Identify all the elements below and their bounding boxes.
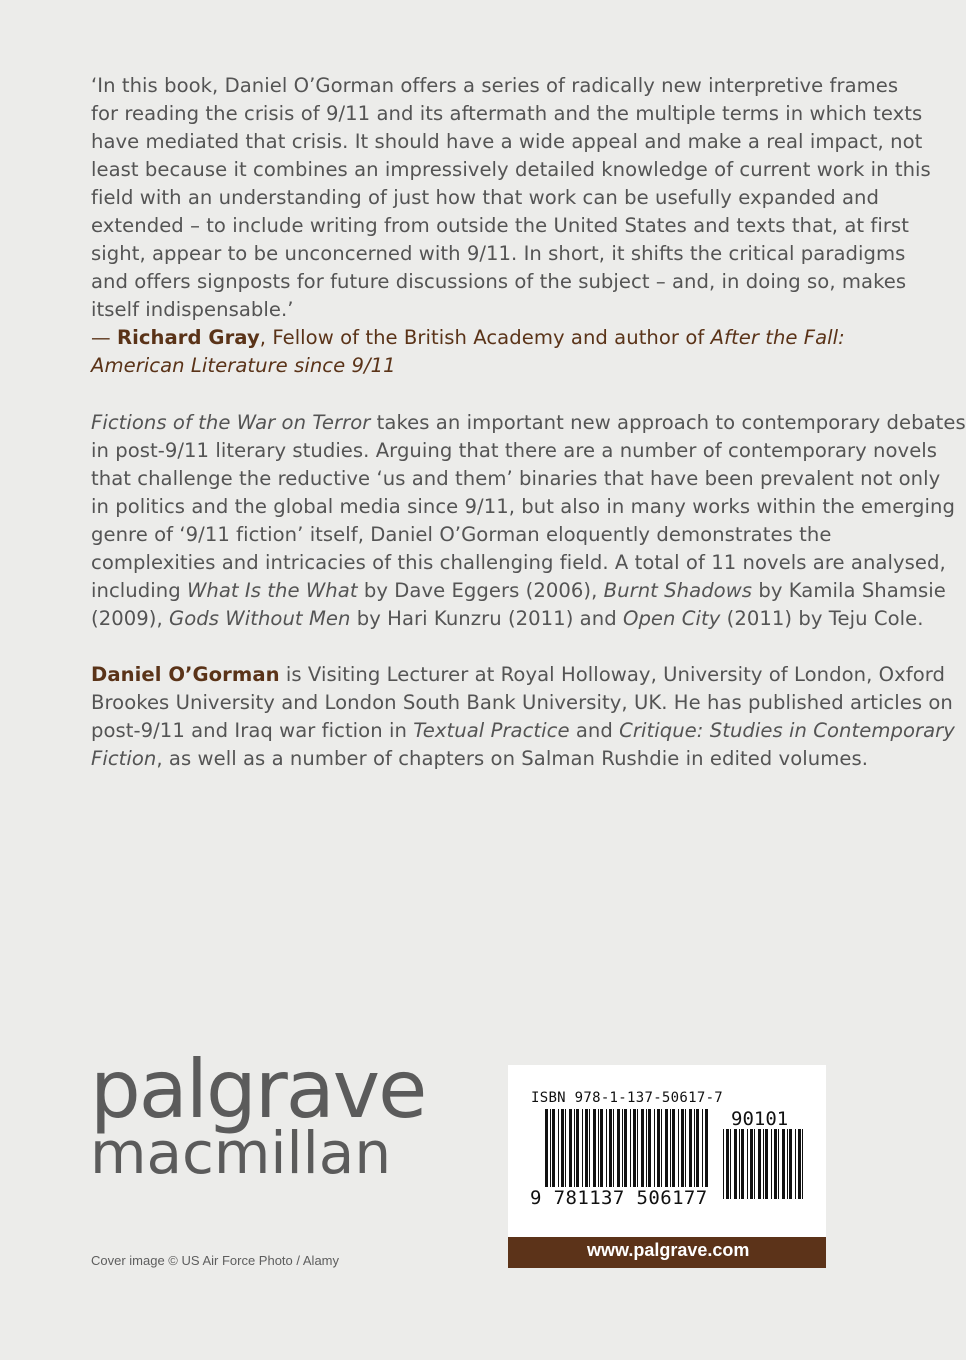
synopsis-line: [91, 577, 946, 605]
synopsis-line: [91, 605, 924, 633]
quote-attribution: [91, 324, 851, 352]
barcode-digits: 9 781137 506177: [530, 1187, 708, 1209]
bio-line: Brookes University and London South Bank University, UK. He has published articles on: [91, 691, 953, 714]
cover-image-credit: Cover image © US Air Force Photo / Alamy: [91, 1253, 340, 1268]
bio-text: is Visiting Lecturer at Royal Holloway, University of London, Oxford: [279, 663, 946, 686]
synopsis-text: by Hari Kunzru (2011) and: [350, 607, 623, 630]
novel-title: Open City: [622, 607, 721, 630]
quote-line: field with an understanding of just how that work can be usefully expanded and: [91, 186, 879, 209]
synopsis-text: by Dave Eggers (2006),: [357, 579, 604, 602]
synopsis-text: including: [91, 579, 187, 602]
quote-line: ‘In this book, Daniel O’Gorman offers a series of radically new interpretive frames: [91, 74, 899, 97]
bio-text: and: [569, 719, 620, 742]
synopsis-line: that challenge the reductive ‘us and them’ binaries that have been prevalent not only: [91, 467, 941, 490]
synopsis-line: genre of ‘9/11 fiction’ itself, Daniel O’Gorman eloquently demonstrates the: [91, 523, 832, 546]
publisher-logo-macmillan: macmillan: [90, 1119, 392, 1187]
synopsis-text: takes an important new approach to contemporary debates: [370, 411, 966, 434]
quote-line: least because it combines an impressively detailed knowledge of current work in this: [91, 158, 931, 181]
attribution-book-title: After the Fall:: [710, 326, 845, 349]
attribution-book-subtitle: American Literature since 9/11: [91, 354, 396, 377]
isbn-label: ISBN 978-1-137-50617-7: [531, 1090, 724, 1106]
journal-title: Textual Practice: [413, 719, 570, 742]
journal-title: Critique: Studies in Contemporary: [619, 719, 955, 742]
quote-line: and offers signposts for future discussions of the subject – and, in doing so, makes: [91, 270, 907, 293]
publisher-url-bar: [508, 1237, 826, 1268]
price-code: 90101: [731, 1108, 789, 1130]
book-synopsis: [91, 409, 966, 633]
synopsis-text: (2009),: [91, 607, 170, 630]
bio-text: post-9/11 and Iraq war fiction in: [91, 719, 414, 742]
bio-line: [91, 661, 946, 689]
bio-line: [91, 745, 868, 773]
attribution-dash: —: [91, 326, 117, 349]
quote-line: extended – to include writing from outside the United States and texts that, at first: [91, 214, 909, 237]
quote-line: have mediated that crisis. It should have a wide appeal and make a real impact, not: [91, 130, 923, 153]
synopsis-text: by Kamila Shamsie: [752, 579, 946, 602]
endorsement-quote: [91, 72, 931, 380]
publisher-url[interactable]: www.palgrave.com: [587, 1240, 750, 1260]
journal-title: Fiction: [91, 747, 157, 770]
quote-line: for reading the crisis of 9/11 and its aftermath and the multiple terms in which texts: [91, 102, 923, 125]
quote-line: sight, appear to be unconcerned with 9/11. In short, it shifts the critical paradigms: [91, 242, 906, 265]
synopsis-line: complexities and intricacies of this challenging field. A total of 11 novels are analysed,: [91, 551, 946, 574]
novel-title: Gods Without Men: [169, 607, 351, 630]
synopsis-line: in post-9/11 literary studies. Arguing that there are a number of contemporary novels: [91, 439, 938, 462]
synopsis-line: [91, 409, 966, 437]
attribution-name: Richard Gray: [116, 326, 260, 349]
bio-text: , as well as a number of chapters on Salman Rushdie in edited volumes.: [156, 747, 868, 770]
novel-title: Burnt Shadows: [603, 579, 753, 602]
quote-attribution-cont: [91, 352, 851, 380]
barcode-panel: [508, 1065, 826, 1237]
bio-line: [91, 717, 955, 745]
novel-title: What Is the What: [186, 579, 358, 602]
quote-line: itself indispensable.’: [91, 298, 294, 321]
book-title: Fictions of the War on Terror: [91, 411, 371, 434]
attribution-role: , Fellow of the British Academy and author of: [259, 326, 711, 349]
publisher-logo-palgrave: palgrave: [90, 1043, 426, 1136]
author-bio: [91, 661, 955, 773]
synopsis-line: in politics and the global media since 9/11, but also in many works within the emerging: [91, 495, 955, 518]
author-name: Daniel O’Gorman: [91, 663, 280, 686]
synopsis-text: (2011) by Teju Cole.: [720, 607, 924, 630]
